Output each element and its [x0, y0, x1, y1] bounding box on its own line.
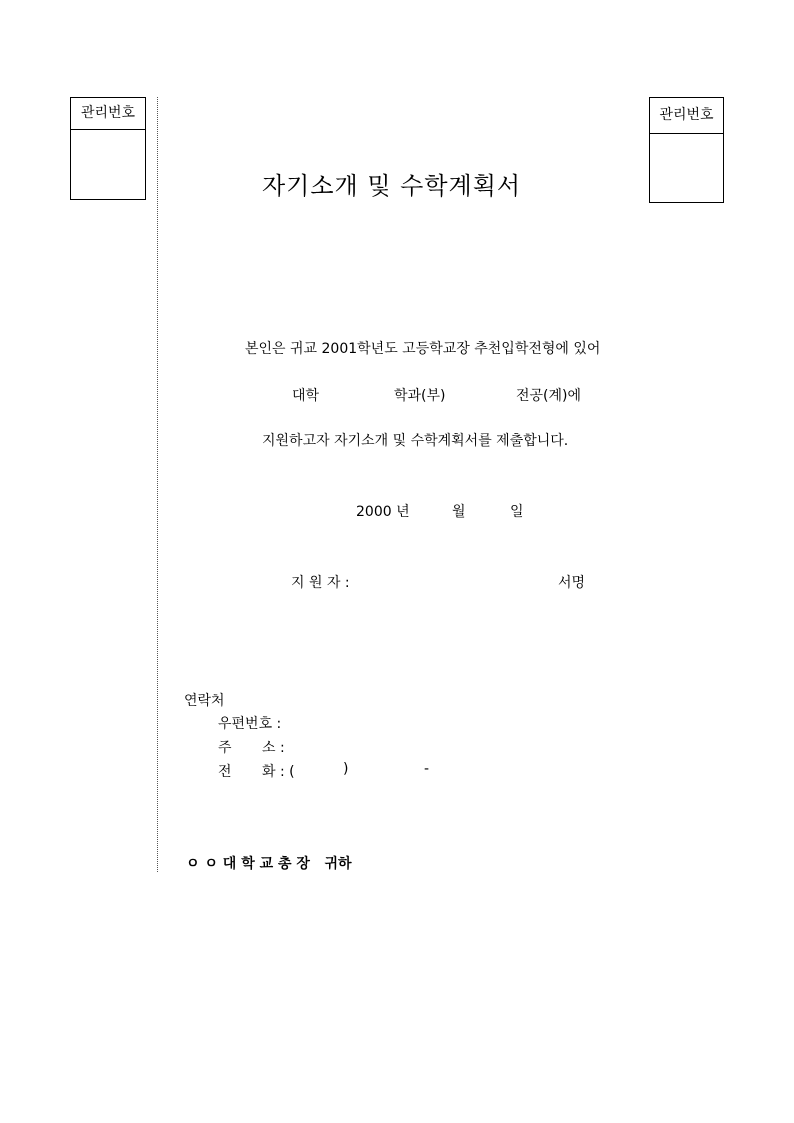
- postal-code-label: 우편번호 :: [218, 716, 282, 732]
- addressee-line: ㅇ ㅇ 대 학 교 총 장 귀하: [186, 856, 352, 872]
- contact-heading: 연락처: [184, 693, 225, 709]
- university-label: 대학: [292, 388, 320, 404]
- signature-label: 서명: [558, 575, 586, 591]
- applicant-label: 지 원 자 :: [291, 575, 350, 591]
- address-label-b: 소 :: [262, 740, 285, 756]
- management-number-box-left: [70, 97, 146, 200]
- date-year: 2000 년: [356, 504, 410, 520]
- address-label-a: 주: [218, 740, 232, 756]
- phone-dash: -: [424, 761, 430, 777]
- cut-line: [157, 97, 158, 872]
- statement-line-3: 지원하고자 자기소개 및 수학계획서를 제출합니다.: [262, 433, 569, 449]
- management-number-label: 관리번호: [71, 98, 145, 130]
- phone-label-b: 화 : (: [262, 764, 295, 780]
- department-label: 학과(부): [394, 388, 446, 404]
- major-label: 전공(계)에: [516, 388, 582, 404]
- phone-label-a: 전: [218, 764, 232, 780]
- date-day: 일: [510, 504, 524, 520]
- statement-line-1: 본인은 귀교 2001학년도 고등학교장 추천입학전형에 있어: [245, 341, 601, 357]
- date-month: 월: [452, 504, 466, 520]
- phone-paren-close: ): [343, 761, 349, 777]
- management-number-box-right: [649, 97, 724, 203]
- management-number-label: 관리번호: [650, 98, 723, 134]
- document-title: 자기소개 및 수학계획서: [262, 172, 522, 200]
